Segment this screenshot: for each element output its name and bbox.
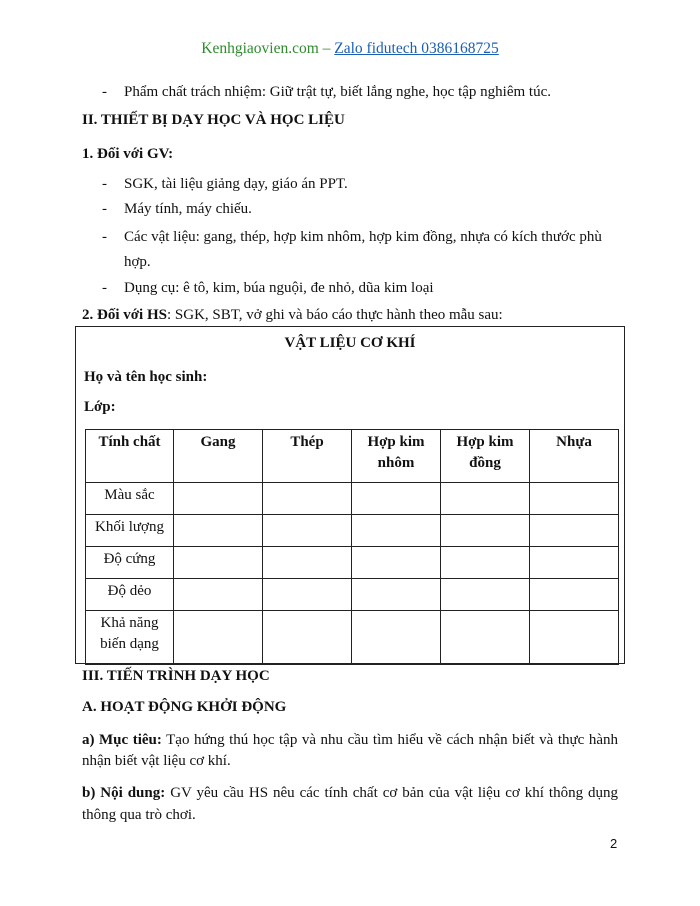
- student-name-label: Họ và tên học sinh:: [84, 369, 208, 385]
- site-name: Kenhgiaovien.com: [201, 40, 319, 57]
- teacher-item: - Các vật liệu: gang, thép, hợp kim nhôm, hợp kim đồng, nhựa có kích thước phù: [102, 229, 602, 245]
- row-label: Khả năng biến dạng: [86, 611, 174, 665]
- class-label: Lớp:: [84, 399, 116, 415]
- column-header: Hợp kim nhôm: [352, 430, 441, 483]
- page-header: [0, 40, 700, 58]
- table-cell: [441, 547, 530, 579]
- table-cell: [441, 483, 530, 515]
- table-cell: [263, 515, 352, 547]
- header-separator: –: [318, 40, 335, 57]
- page-number: 2: [610, 836, 618, 851]
- table-cell: [174, 547, 263, 579]
- section-process-heading: III. TIẾN TRÌNH DẠY HỌC: [82, 668, 270, 684]
- bullet-responsibility: - Phẩm chất trách nhiệm: Giữ trật tự, biết lắng nghe, học tập nghiêm túc.: [102, 84, 551, 100]
- table-cell: [174, 483, 263, 515]
- table-cell: [530, 515, 619, 547]
- table-cell: [174, 611, 263, 665]
- table-cell: [530, 579, 619, 611]
- column-header: Gang: [174, 430, 263, 483]
- column-header: Hợp kim đồng: [441, 430, 530, 483]
- table-row: [86, 579, 619, 611]
- table-cell: [352, 547, 441, 579]
- table-row: [86, 515, 619, 547]
- table-cell: [441, 515, 530, 547]
- table-cell: [352, 579, 441, 611]
- table-cell: [530, 483, 619, 515]
- table-row: [86, 611, 619, 665]
- row-label: Độ cứng: [86, 547, 174, 579]
- teacher-item: - Dụng cụ: ê tô, kim, búa nguội, đe nhỏ, dũa kim loại: [102, 280, 434, 296]
- table-cell: [441, 611, 530, 665]
- table-cell: [441, 579, 530, 611]
- column-header: Thép: [263, 430, 352, 483]
- table-cell: [352, 611, 441, 665]
- table-cell: [263, 547, 352, 579]
- row-label: Khối lượng: [86, 515, 174, 547]
- properties-table: [85, 429, 619, 665]
- teacher-item: - Máy tính, máy chiếu.: [102, 201, 252, 217]
- table-cell: [352, 483, 441, 515]
- contact-link[interactable]: Zalo fidutech 0386168725: [334, 40, 499, 57]
- table-cell: [530, 611, 619, 665]
- teacher-item-continued: hợp.: [124, 254, 151, 270]
- table-cell: [352, 515, 441, 547]
- objective-paragraph: a) Mục tiêu: Tạo hứng thú học tập và nhu cầu tìm hiểu về cách nhận biết và thực hành nhận biết vật liệu cơ khí.: [82, 732, 619, 769]
- content-paragraph: b) Nội dung: GV yêu cầu HS nêu các tính chất cơ bản của vật liệu cơ khí thông dụng thông qua trò chơi.: [82, 785, 619, 823]
- section-equipment-heading: II. THIẾT BỊ DẠY HỌC VÀ HỌC LIỆU: [82, 112, 345, 128]
- student-heading: 2. Đối với HS: SGK, SBT, vở ghi và báo cáo thực hành theo mẫu sau:: [82, 307, 503, 323]
- table-cell: [530, 547, 619, 579]
- teacher-item: - SGK, tài liệu giảng dạy, giáo án PPT.: [102, 176, 348, 192]
- table-cell: [263, 483, 352, 515]
- table-cell: [263, 579, 352, 611]
- table-row: [86, 547, 619, 579]
- column-header: Tính chất: [86, 430, 174, 483]
- column-header: Nhựa: [530, 430, 619, 483]
- teacher-heading: 1. Đối với GV:: [82, 146, 174, 162]
- practice-report-form: [75, 326, 625, 664]
- table-cell: [263, 611, 352, 665]
- row-label: Độ dẻo: [86, 579, 174, 611]
- form-title: VẬT LIỆU CƠ KHÍ: [284, 335, 416, 351]
- table-cell: [174, 515, 263, 547]
- row-label: Màu sắc: [86, 483, 174, 515]
- table-row: [86, 483, 619, 515]
- table-cell: [174, 579, 263, 611]
- warmup-activity-heading: A. HOẠT ĐỘNG KHỞI ĐỘNG: [82, 699, 287, 715]
- table-header-row: [86, 430, 619, 483]
